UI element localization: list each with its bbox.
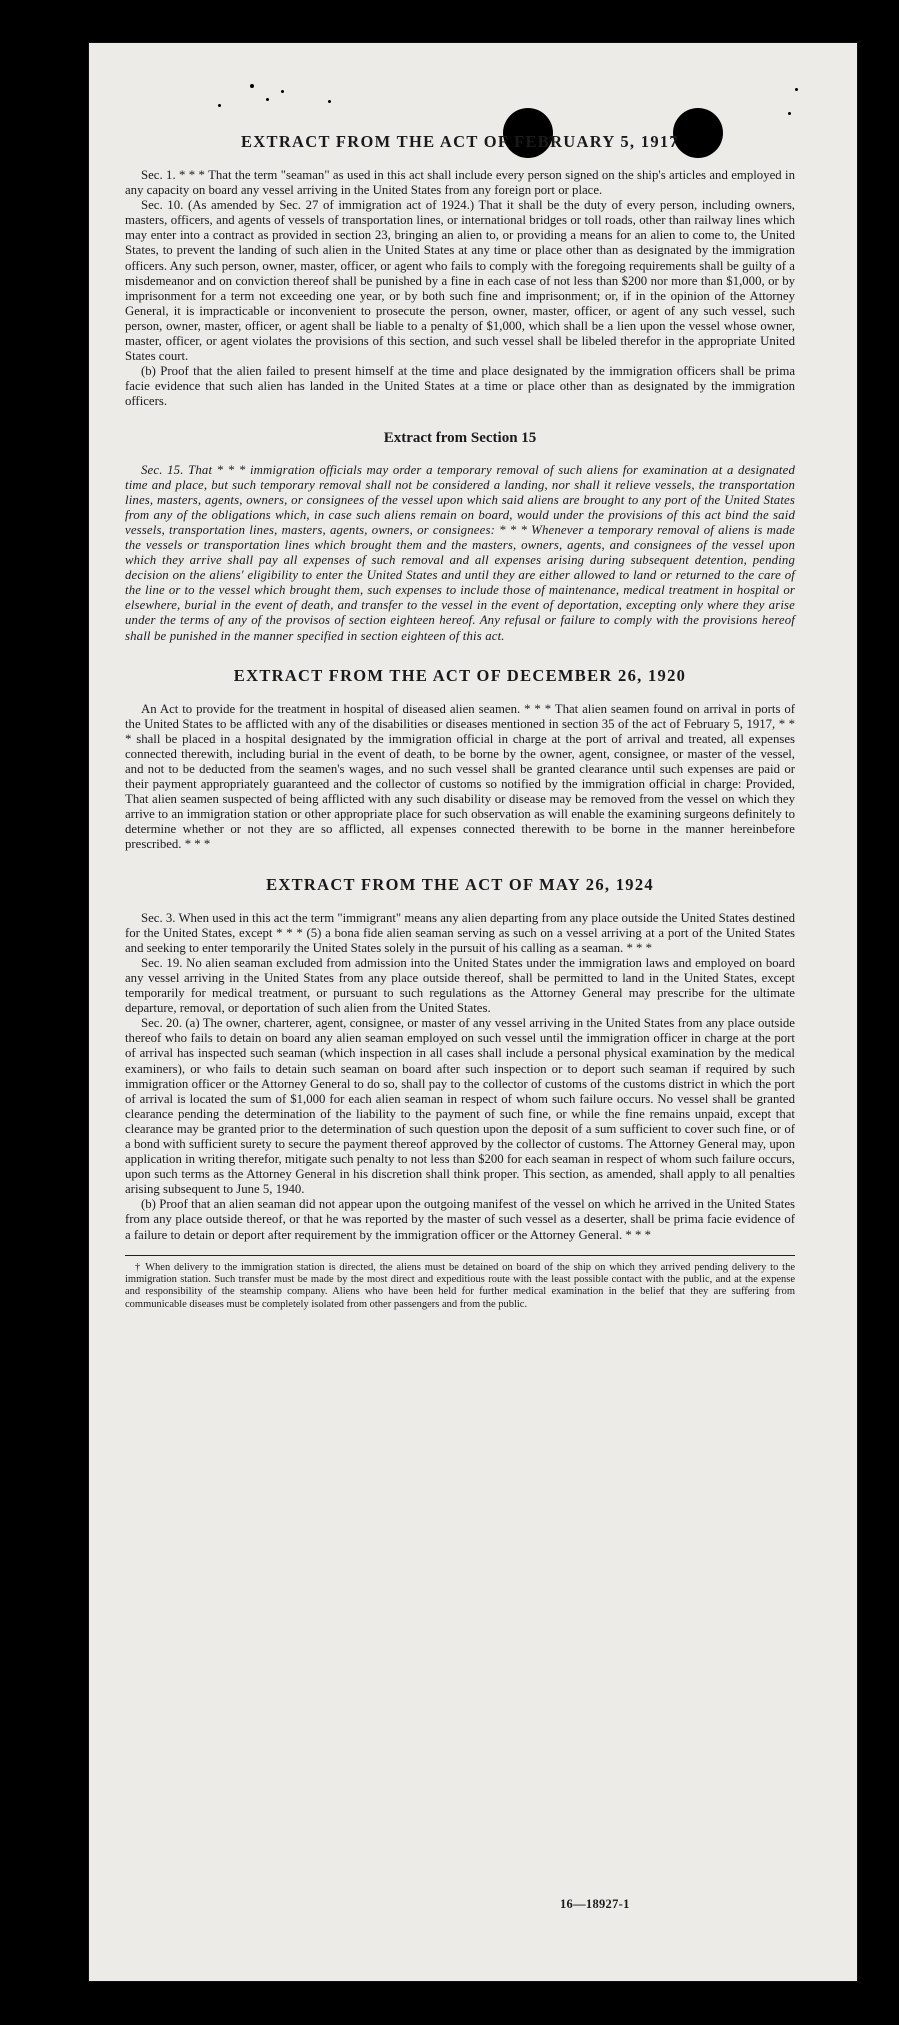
footnote: † When delivery to the immigration station is directed, the aliens must be detained on board of the ship on which they arrived pending delivery to the immigration station. Such transfer must be made by the most direct and expeditious route with the least possible contact with the public, and at the expense and responsibility of the steamship company. Aliens who have been held for further medical examination in the belief that they are suffering from communicable diseases must be completely isolated from other passengers and from the public. [125,1261,795,1310]
paragraph-sec-20-b: (b) Proof that an alien seaman did not appear upon the outgoing manifest of the vessel on which he arrived in the United States from any place outside thereof, or that he was reported by the master of such vessel as a deserter, shall be prima facie evidence of a failure to detain or deport after requirement by the immigration officer or the Attorney General. * * * [125,1197,795,1242]
paragraph-sec-3: Sec. 3. When used in this act the term "immigrant" means any alien departing from any place outside the United States destined for the United States, except * * * (5) a bona fide alien seaman serving as such on a vessel arriving at a port of the United States and seeking to enter temporarily the United States solely in the pursuit of his calling as a seaman. * * * [125,910,795,955]
speck [218,104,221,107]
speck [328,100,331,103]
heading-act-1920: EXTRACT FROM THE ACT OF DECEMBER 26, 1920 [233,665,687,685]
heading-act-1924: EXTRACT FROM THE ACT OF MAY 26, 1924 [266,874,654,894]
speck [250,84,254,88]
paragraph-sec-20-a: Sec. 20. (a) The owner, charterer, agent, consignee, or master of any vessel arriving in the United States from any place outside thereof who fails to detain on board any alien seaman employed on such vessel until the immigration officer in charge at the port of arrival has inspected such seaman (which inspection in all cases shall include a personal physical examination by the medical examiners), or who fails to detain such seaman on board after such inspection or to deport such seaman if required by such immigration officer or the Attorney General to do so, shall pay to the collector of customs of the customs district in which the port of arrival is located the sum of $1,000 for each alien seaman in respect of whom such failure occurs. No vessel shall be granted clearance pending the determination of the liability to the payment of such fine, or while the fine remains unpaid, except that clearance may be granted prior to the determination of such question upon the deposit of a sum sufficient to cover such fine, or of a bond with sufficient surety to secure the payment thereof approved by the collector of customs. The Attorney General may, upon application in writing therefor, mitigate such penalty to not less than $200 for each seaman in respect of whom such failure occurs, upon such terms as the Attorney General in his discretion shall think proper. This section, as amended, shall apply to all penalties arising subsequent to June 5, 1940. [125,1016,795,1197]
paragraph-sec-15: Sec. 15. That * * * immigration officials may order a temporary removal of such aliens for examination at a designated time and place, but such temporary removal shall not be considered a landing, nor shall it relieve vessels, the transportation lines, masters, agents, owners, or consignees of the vessel upon which said aliens are brought to any port of the United States from any of the obligations which, in case such aliens remain on board, would under the provisions of this act bind the said vessels, transportation lines, masters, agents, owners, or consignees: * * * Whenever a temporary removal of aliens is made the vessels or transportation lines which brought them and the masters, owners, agents, and consignees of the vessel upon which they arrive shall pay all expenses of such removal and all expenses arising during subsequent detention, pending decision on the aliens' eligibility to enter the United States and until they are either allowed to land or returned to the care of the line or to the vessel which brought them, such expenses to include those of maintenance, medical treatment in hospital or elsewhere, burial in the event of death, and transfer to the vessel in the event of deportation, excepting only where they arise under the terms of any of the provisos of section eighteen hereof. Any refusal or failure to comply with the provisions hereof shall be punished in the manner specified in section eighteen of this act. [125,462,795,643]
paragraph-sec-19: Sec. 19. No alien seaman excluded from admission into the United States under the immigration laws and employed on board any vessel arriving in the United States from any place outside thereof, shall be permitted to land in the United States, except temporarily for medical treatment, or pursuant to such regulations as the Attorney General may prescribe for the ultimate departure, removal, or deportation of such alien from the United States. [125,955,795,1016]
paragraph-sec-1: Sec. 1. * * * That the term "seaman" as used in this act shall include every person signed on the ship's articles and employed in any capacity on board any vessel arriving in the United States from any foreign port or place. [125,168,795,198]
document-body [125,132,795,1311]
paragraph-sec-10-b: (b) Proof that the alien failed to present himself at the time and place designated by the immigration officers shall be prima facie evidence that such alien has landed in the United States at a time or place other than as designated by the immigration officers. [125,364,795,409]
speck [281,90,284,93]
speck [266,98,269,101]
heading-section-15: Extract from Section 15 [383,429,537,446]
paragraph-sec-10: Sec. 10. (As amended by Sec. 27 of immigration act of 1924.) That it shall be the duty of every person, including owners, masters, officers, and agents of vessels of transportation lines, or international bridges or toll roads, other than railway lines which may enter into a contract as provided in section 23, bringing an alien to, or providing a means for an alien to come to, the United States, to prevent the landing of such alien in the United States at any time or place other than as designated by the immigration officers. Any such person, owner, master, officer, or agent who fails to comply with the foregoing requirements shall be guilty of a misdemeanor and on conviction thereof shall be punished by a fine in each case of not less than $200 nor more than $1,000, or by imprisonment for a term not exceeding one year, or by both such fine and imprisonment; or, if in the opinion of the Attorney General, it is impracticable or inconvenient to prosecute the person, owner, master, officer, or agent of any such vessel, such person, owner, master, officer, or agent shall be liable to a penalty of $1,000, which shall be a lien upon the vessel whose owner, master, officer, or agent violates the provisions of this section, and such vessel shall be libeled therefor in the appropriate United States court. [125,198,795,364]
speck [795,88,798,91]
heading-act-1917: EXTRACT FROM THE ACT OF FEBRUARY 5, 1917 [241,132,679,151]
document-page [88,42,858,1982]
paragraph-act-1920: An Act to provide for the treatment in hospital of diseased alien seamen. * * * That alien seamen found on arrival in ports of the United States to be afflicted with any of the disabilities or diseases mentioned in section 35 of the act of February 5, 1917, * * * shall be placed in a hospital designated by the immigration official in charge at the port of arrival and treated, all expenses connected therewith, including burial in the event of death, to be borne by the owner, agent, consignee, or master of the vessel, and not to be deducted from the seamen's wages, and no such vessel shall be granted clearance until such expenses are paid or their payment appropriately guaranteed and the collector of customs so notified by the immigration official in charge: Provided, That alien seamen suspected of being afflicted with any such disability or disease may be removed from the vessel on which they arrive to an immigration station or other appropriate place for such observation as will enable the examining surgeons definitely to determine whether or not they are so afflicted, all expenses connected therewith to be borne in the manner hereinbefore prescribed. * * * [125,701,795,852]
footnote-divider [125,1255,795,1256]
form-number: 16—18927-1 [560,1897,630,1911]
speck [788,112,791,115]
